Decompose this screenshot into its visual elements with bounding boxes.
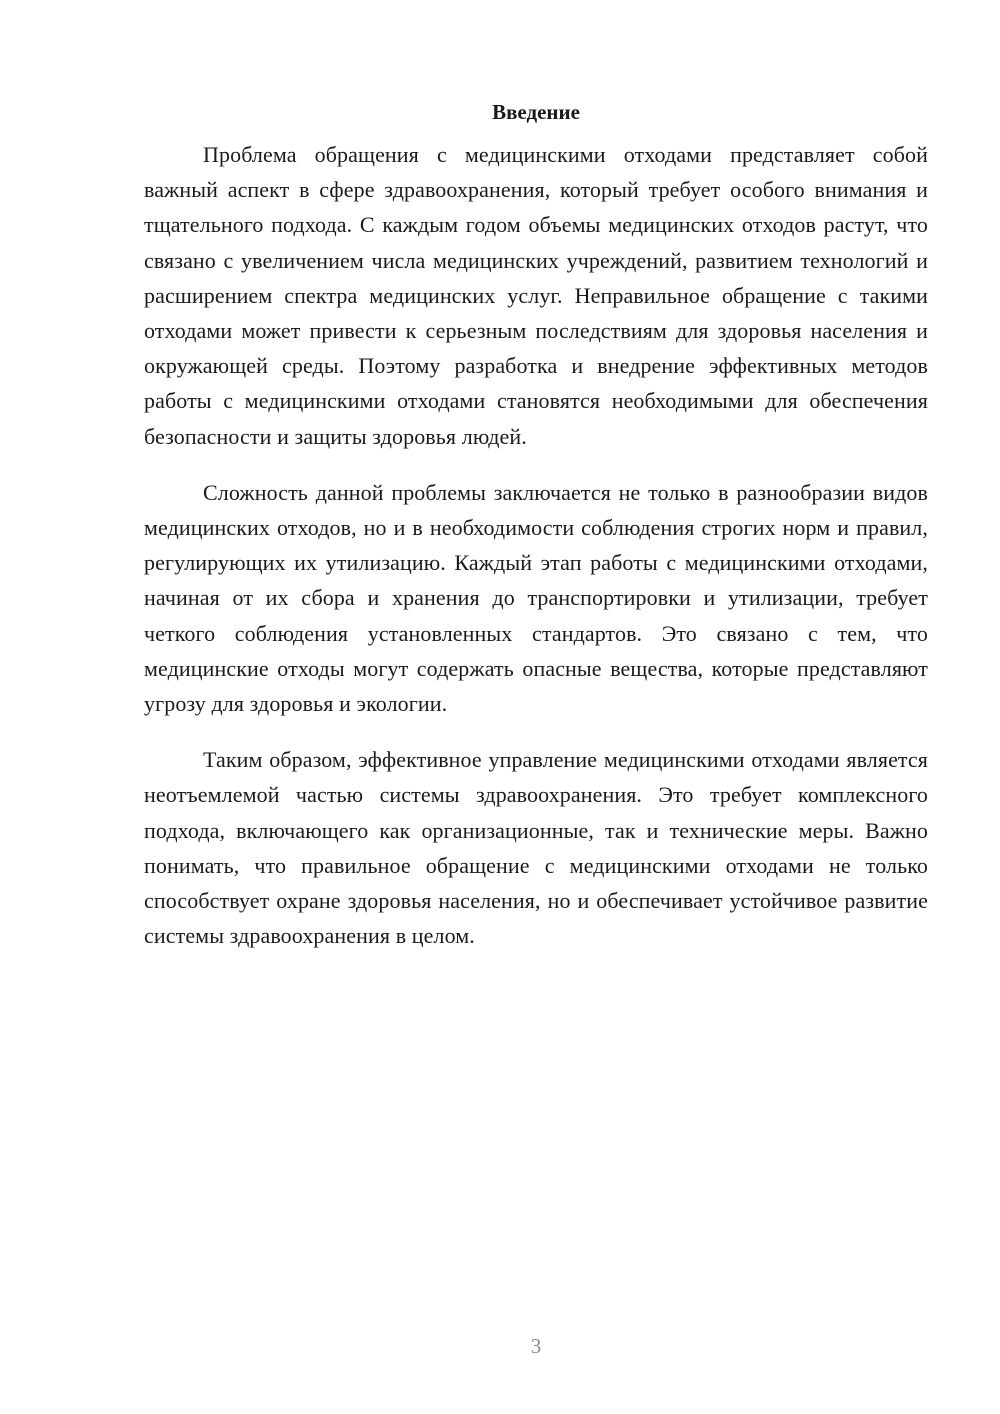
paragraph-3: Таким образом, эффективное управление медицинскими отходами является неотъемлемой частью системы здравоохранения. Это требует комплексного подхода, включающего как организационные, так и технические меры. Важно понимать, что правильное обращение с медицинскими отходами не только способствует охране здоровья населения, но и обеспечивает устойчивое развитие системы здравоохранения в целом.	[144, 747, 928, 949]
paragraph-1: Проблема обращения с медицинскими отходами представляет собой важный аспект в сфере здравоохранения, который требует особого внимания и тщательного подхода. С каждым годом объемы медицинских отходов растут, что связано с увеличением числа медицинских учреждений, развитием технологий и расширением спектра медицинских услуг. Неправильное обращение с такими отходами может привести к серьезным последствиям для здоровья населения и окружающей среды. Поэтому разработка и внедрение эффективных методов работы с медицинскими отходами становятся необходимыми для обеспечения безопасности и защиты здоровья людей.	[144, 142, 928, 449]
section-title: Введение	[492, 100, 580, 124]
page-content	[144, 97, 928, 974]
page-number: 3	[530, 1334, 542, 1358]
paragraph-2: Сложность данной проблемы заключается не только в разнообразии видов медицинских отходов, но и в необходимости соблюдения строгих норм и правил, регулирующих их утилизацию. Каждый этап работы с медицинскими отходами, начиная от их сбора и хранения до транспортировки и утилизации, требует четкого соблюдения установленных стандартов. Это связано с тем, что медицинские отходы могут содержать опасные вещества, которые представляют угрозу для здоровья и экологии.	[144, 479, 928, 717]
